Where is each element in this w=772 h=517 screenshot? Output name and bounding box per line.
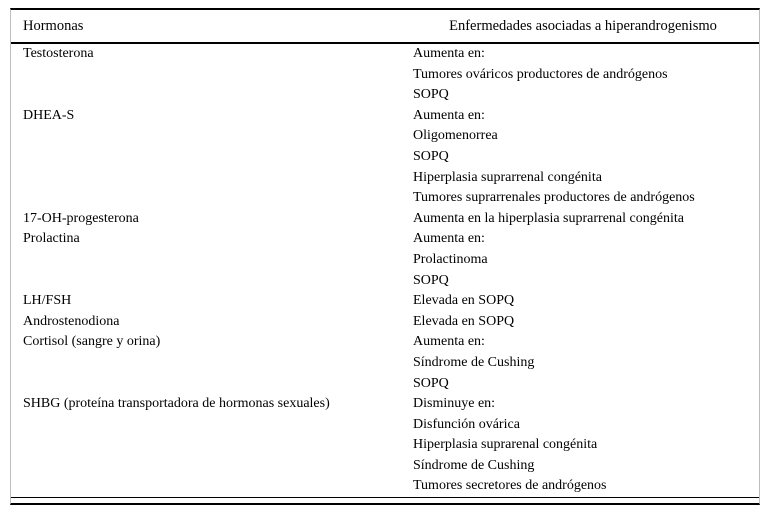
disease-line: SOPQ bbox=[413, 272, 449, 288]
table-row bbox=[11, 229, 759, 291]
disease-line: Elevada en SOPQ bbox=[413, 293, 515, 309]
disease-line: Síndrome de Cushing bbox=[413, 457, 535, 473]
hormone-name: SHBG (proteína transportadora de hormonas sexuales) bbox=[23, 396, 330, 412]
disease-line: Aumenta en: bbox=[413, 334, 485, 350]
hormone-cell bbox=[11, 332, 411, 394]
disease-line: Disminuye en: bbox=[413, 396, 496, 412]
diseases-column-header: Enfermedades asociadas a hiperandrogenismo bbox=[449, 18, 717, 34]
diseases-cell bbox=[411, 44, 759, 106]
table-row bbox=[11, 332, 759, 394]
disease-line: Aumenta en: bbox=[413, 231, 485, 247]
table-row bbox=[11, 291, 759, 312]
table-row bbox=[11, 394, 759, 497]
table-row bbox=[11, 209, 759, 230]
diseases-cell bbox=[411, 209, 759, 230]
table-row bbox=[11, 44, 759, 106]
disease-line: Hiperplasia suprarenal congénita bbox=[413, 437, 598, 453]
diseases-cell bbox=[411, 332, 759, 394]
disease-line: Aumenta en: bbox=[413, 107, 485, 123]
disease-line: Aumenta en la hiperplasia suprarrenal congénita bbox=[413, 210, 684, 226]
diseases-cell bbox=[411, 229, 759, 291]
hormone-cell bbox=[11, 312, 411, 333]
hormone-name: LH/FSH bbox=[23, 293, 72, 309]
disease-line: Disfunción ovárica bbox=[413, 416, 520, 432]
disease-line: Tumores suprarrenales productores de andrógenos bbox=[413, 190, 695, 206]
hormone-name: Cortisol (sangre y orina) bbox=[23, 334, 161, 350]
disease-line: SOPQ bbox=[413, 375, 449, 391]
hormone-name: Androstenodiona bbox=[23, 313, 120, 329]
hormone-cell bbox=[11, 291, 411, 312]
diseases-cell bbox=[411, 312, 759, 333]
diseases-cell bbox=[411, 291, 759, 312]
table-row bbox=[11, 106, 759, 209]
hormone-cell bbox=[11, 229, 411, 291]
table-body bbox=[11, 44, 759, 497]
hormone-cell bbox=[11, 44, 411, 106]
disease-line: Elevada en SOPQ bbox=[413, 313, 515, 329]
diseases-cell bbox=[411, 394, 759, 497]
hormone-cell bbox=[11, 209, 411, 230]
diseases-cell bbox=[411, 106, 759, 209]
table-header-row bbox=[11, 10, 759, 44]
hormone-name: DHEA-S bbox=[23, 107, 75, 123]
disease-line: Oligomenorrea bbox=[413, 128, 498, 144]
disease-line: Hiperplasia suprarrenal congénita bbox=[413, 169, 602, 185]
disease-line: Aumenta en: bbox=[413, 46, 485, 61]
table-row bbox=[11, 312, 759, 333]
bottom-gap bbox=[11, 498, 759, 503]
disease-line: SOPQ bbox=[413, 87, 449, 103]
hormone-column-header: Hormonas bbox=[23, 18, 84, 34]
disease-line: Tumores ováricos productores de andrógenos bbox=[413, 66, 668, 82]
hormone-cell bbox=[11, 394, 411, 497]
disease-line: Prolactinoma bbox=[413, 251, 488, 267]
disease-line: Tumores secretores de andrógenos bbox=[413, 478, 607, 494]
hormones-table bbox=[10, 8, 760, 505]
disease-line: Síndrome de Cushing bbox=[413, 354, 535, 370]
hormone-name: 17-OH-progesterona bbox=[23, 210, 139, 226]
disease-line: SOPQ bbox=[413, 148, 449, 164]
hormone-name: Prolactina bbox=[23, 231, 80, 247]
hormone-name: Testosterona bbox=[23, 46, 94, 61]
hormone-cell bbox=[11, 106, 411, 209]
